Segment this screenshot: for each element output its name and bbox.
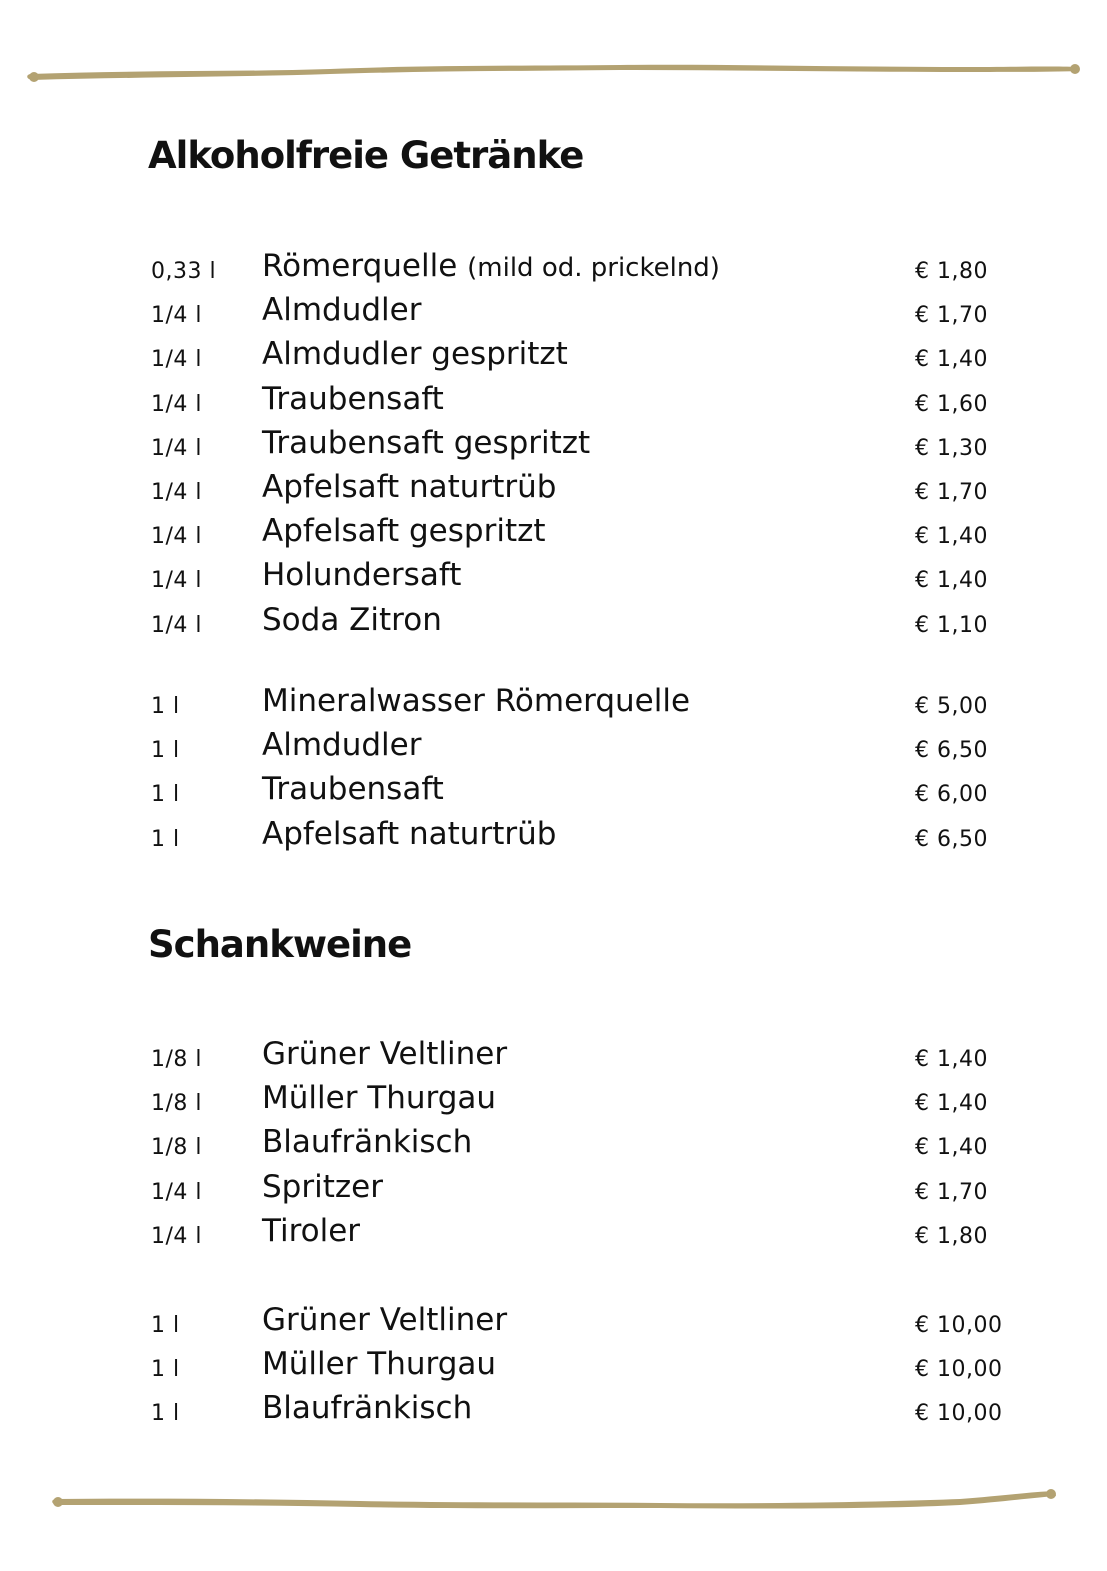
bottom-brush-stroke (0, 1482, 1107, 1522)
item-quantity: 1/8 l (151, 1091, 203, 1117)
item-name (262, 683, 690, 719)
item-price: € 10,00 (915, 1357, 1003, 1383)
menu-item-row (0, 332, 1107, 376)
item-name-text: Spritzer (262, 1168, 383, 1205)
section-title-house-wines: Schankweine (148, 923, 412, 966)
item-price: € 6,50 (915, 738, 988, 764)
menu-item-row (0, 421, 1107, 465)
menu-item-row (0, 553, 1107, 597)
item-name-text: Müller Thurgau (262, 1346, 497, 1383)
menu-item-row (0, 1342, 1107, 1386)
item-quantity: 1 l (151, 1401, 180, 1427)
item-quantity: 1/8 l (151, 1135, 203, 1161)
item-price: € 1,70 (915, 479, 988, 505)
item-name-text: Traubensaft (262, 380, 444, 417)
item-name-text: Apfelsaft naturtrüb (262, 815, 557, 852)
soft-drinks-list (0, 244, 1107, 642)
item-name-text: Mineralwasser Römerquelle (262, 683, 691, 719)
item-name-text: Almdudler (262, 292, 422, 329)
item-name (262, 816, 556, 852)
item-price: € 10,00 (915, 1401, 1003, 1427)
menu-item-row (0, 1076, 1107, 1120)
item-price: € 10,00 (915, 1313, 1003, 1338)
item-name (262, 292, 421, 328)
item-name (262, 1302, 507, 1338)
item-name-text: Apfelsaft gespritzt (262, 513, 546, 550)
item-name (262, 425, 590, 461)
item-name-text: Apfelsaft naturtrüb (262, 468, 557, 505)
item-name-text: Blaufränkisch (262, 1124, 473, 1161)
item-price: € 1,40 (915, 1091, 988, 1117)
menu-item-row (0, 509, 1107, 553)
item-name (262, 1080, 496, 1116)
menu-item-row (0, 1032, 1107, 1076)
item-quantity: 1 l (151, 1357, 180, 1383)
item-quantity: 1/4 l (151, 391, 203, 417)
menu-item-row (0, 1386, 1107, 1430)
menu-item-row (0, 1165, 1107, 1209)
item-name-text: Müller Thurgau (262, 1080, 497, 1117)
item-price: € 1,40 (915, 1135, 988, 1161)
item-price: € 1,10 (915, 612, 988, 638)
soft-drinks-liter-list (0, 679, 1107, 856)
item-price: € 1,60 (915, 391, 988, 417)
item-price: € 1,40 (915, 1047, 988, 1072)
item-price: € 1,40 (915, 524, 988, 550)
item-quantity: 0,33 l (151, 259, 217, 284)
house-wines-liter-list (0, 1298, 1107, 1431)
menu-item-row (0, 723, 1107, 767)
menu-item-row (0, 465, 1107, 509)
item-name (262, 1124, 472, 1160)
item-name (262, 469, 556, 505)
menu-item-row (0, 598, 1107, 642)
menu-item-row (0, 288, 1107, 332)
top-brush-stroke-path (27, 65, 1079, 80)
item-price: € 1,70 (915, 1179, 988, 1205)
item-name-text: Almdudler (262, 727, 422, 764)
item-quantity: 1 l (151, 694, 180, 719)
menu-item-row (0, 1120, 1107, 1164)
menu-item-row (0, 244, 1107, 288)
item-name-text: Tiroler (262, 1212, 361, 1249)
item-price: € 1,70 (915, 303, 988, 329)
item-name-text: Grüner Veltliner (262, 1302, 508, 1338)
house-wines-list (0, 1032, 1107, 1253)
item-quantity: 1 l (151, 1313, 180, 1338)
menu-item-row (0, 377, 1107, 421)
item-quantity: 1/4 l (151, 347, 203, 373)
item-name-text: Almdudler gespritzt (262, 336, 568, 373)
item-name-text: Holundersaft (262, 557, 462, 594)
item-name-text: Grüner Veltliner (262, 1036, 508, 1072)
item-name (262, 557, 461, 593)
item-price: € 6,00 (915, 782, 988, 808)
menu-item-row (0, 812, 1107, 856)
menu-item-row (0, 1298, 1107, 1342)
menu-item-row (0, 1209, 1107, 1253)
top-brush-stroke (0, 50, 1107, 90)
item-name (262, 602, 442, 638)
item-quantity: 1/4 l (151, 1179, 203, 1205)
item-name (262, 513, 546, 549)
item-name-text: Römerquelle (262, 248, 458, 284)
item-price: € 6,50 (915, 826, 988, 852)
item-name (262, 1036, 507, 1072)
item-quantity: 1/8 l (151, 1047, 203, 1072)
item-name-text: Traubensaft gespritzt (262, 424, 591, 461)
item-price: € 1,30 (915, 435, 988, 461)
item-quantity: 1 l (151, 826, 180, 852)
item-quantity: 1/4 l (151, 612, 203, 638)
item-price: € 1,40 (915, 347, 988, 373)
item-quantity: 1/4 l (151, 435, 203, 461)
section-title-soft-drinks: Alkoholfreie Getränke (148, 134, 584, 177)
item-name (262, 1346, 496, 1382)
item-quantity: 1/4 l (151, 568, 203, 594)
item-quantity: 1/4 l (151, 303, 203, 329)
item-name (262, 1213, 360, 1249)
item-quantity: 1/4 l (151, 1223, 203, 1249)
item-note: (mild od. prickelnd) (467, 253, 720, 283)
bottom-brush-stroke-path (52, 1491, 1056, 1509)
item-name (262, 1390, 472, 1426)
item-price: € 1,40 (915, 568, 988, 594)
item-name-text: Traubensaft (262, 771, 444, 808)
item-price: € 1,80 (915, 1223, 988, 1249)
item-name (262, 1169, 383, 1205)
item-name (262, 248, 720, 286)
item-name-text: Blaufränkisch (262, 1390, 473, 1427)
item-quantity: 1/4 l (151, 479, 203, 505)
item-name-text: Soda Zitron (262, 601, 442, 638)
item-quantity: 1 l (151, 782, 180, 808)
item-price: € 5,00 (915, 694, 988, 719)
item-name (262, 771, 444, 807)
item-quantity: 1/4 l (151, 524, 203, 550)
item-name (262, 381, 444, 417)
item-name (262, 727, 421, 763)
menu-item-row (0, 679, 1107, 723)
item-name (262, 336, 568, 372)
item-quantity: 1 l (151, 738, 180, 764)
item-price: € 1,80 (915, 259, 988, 284)
menu-item-row (0, 767, 1107, 811)
